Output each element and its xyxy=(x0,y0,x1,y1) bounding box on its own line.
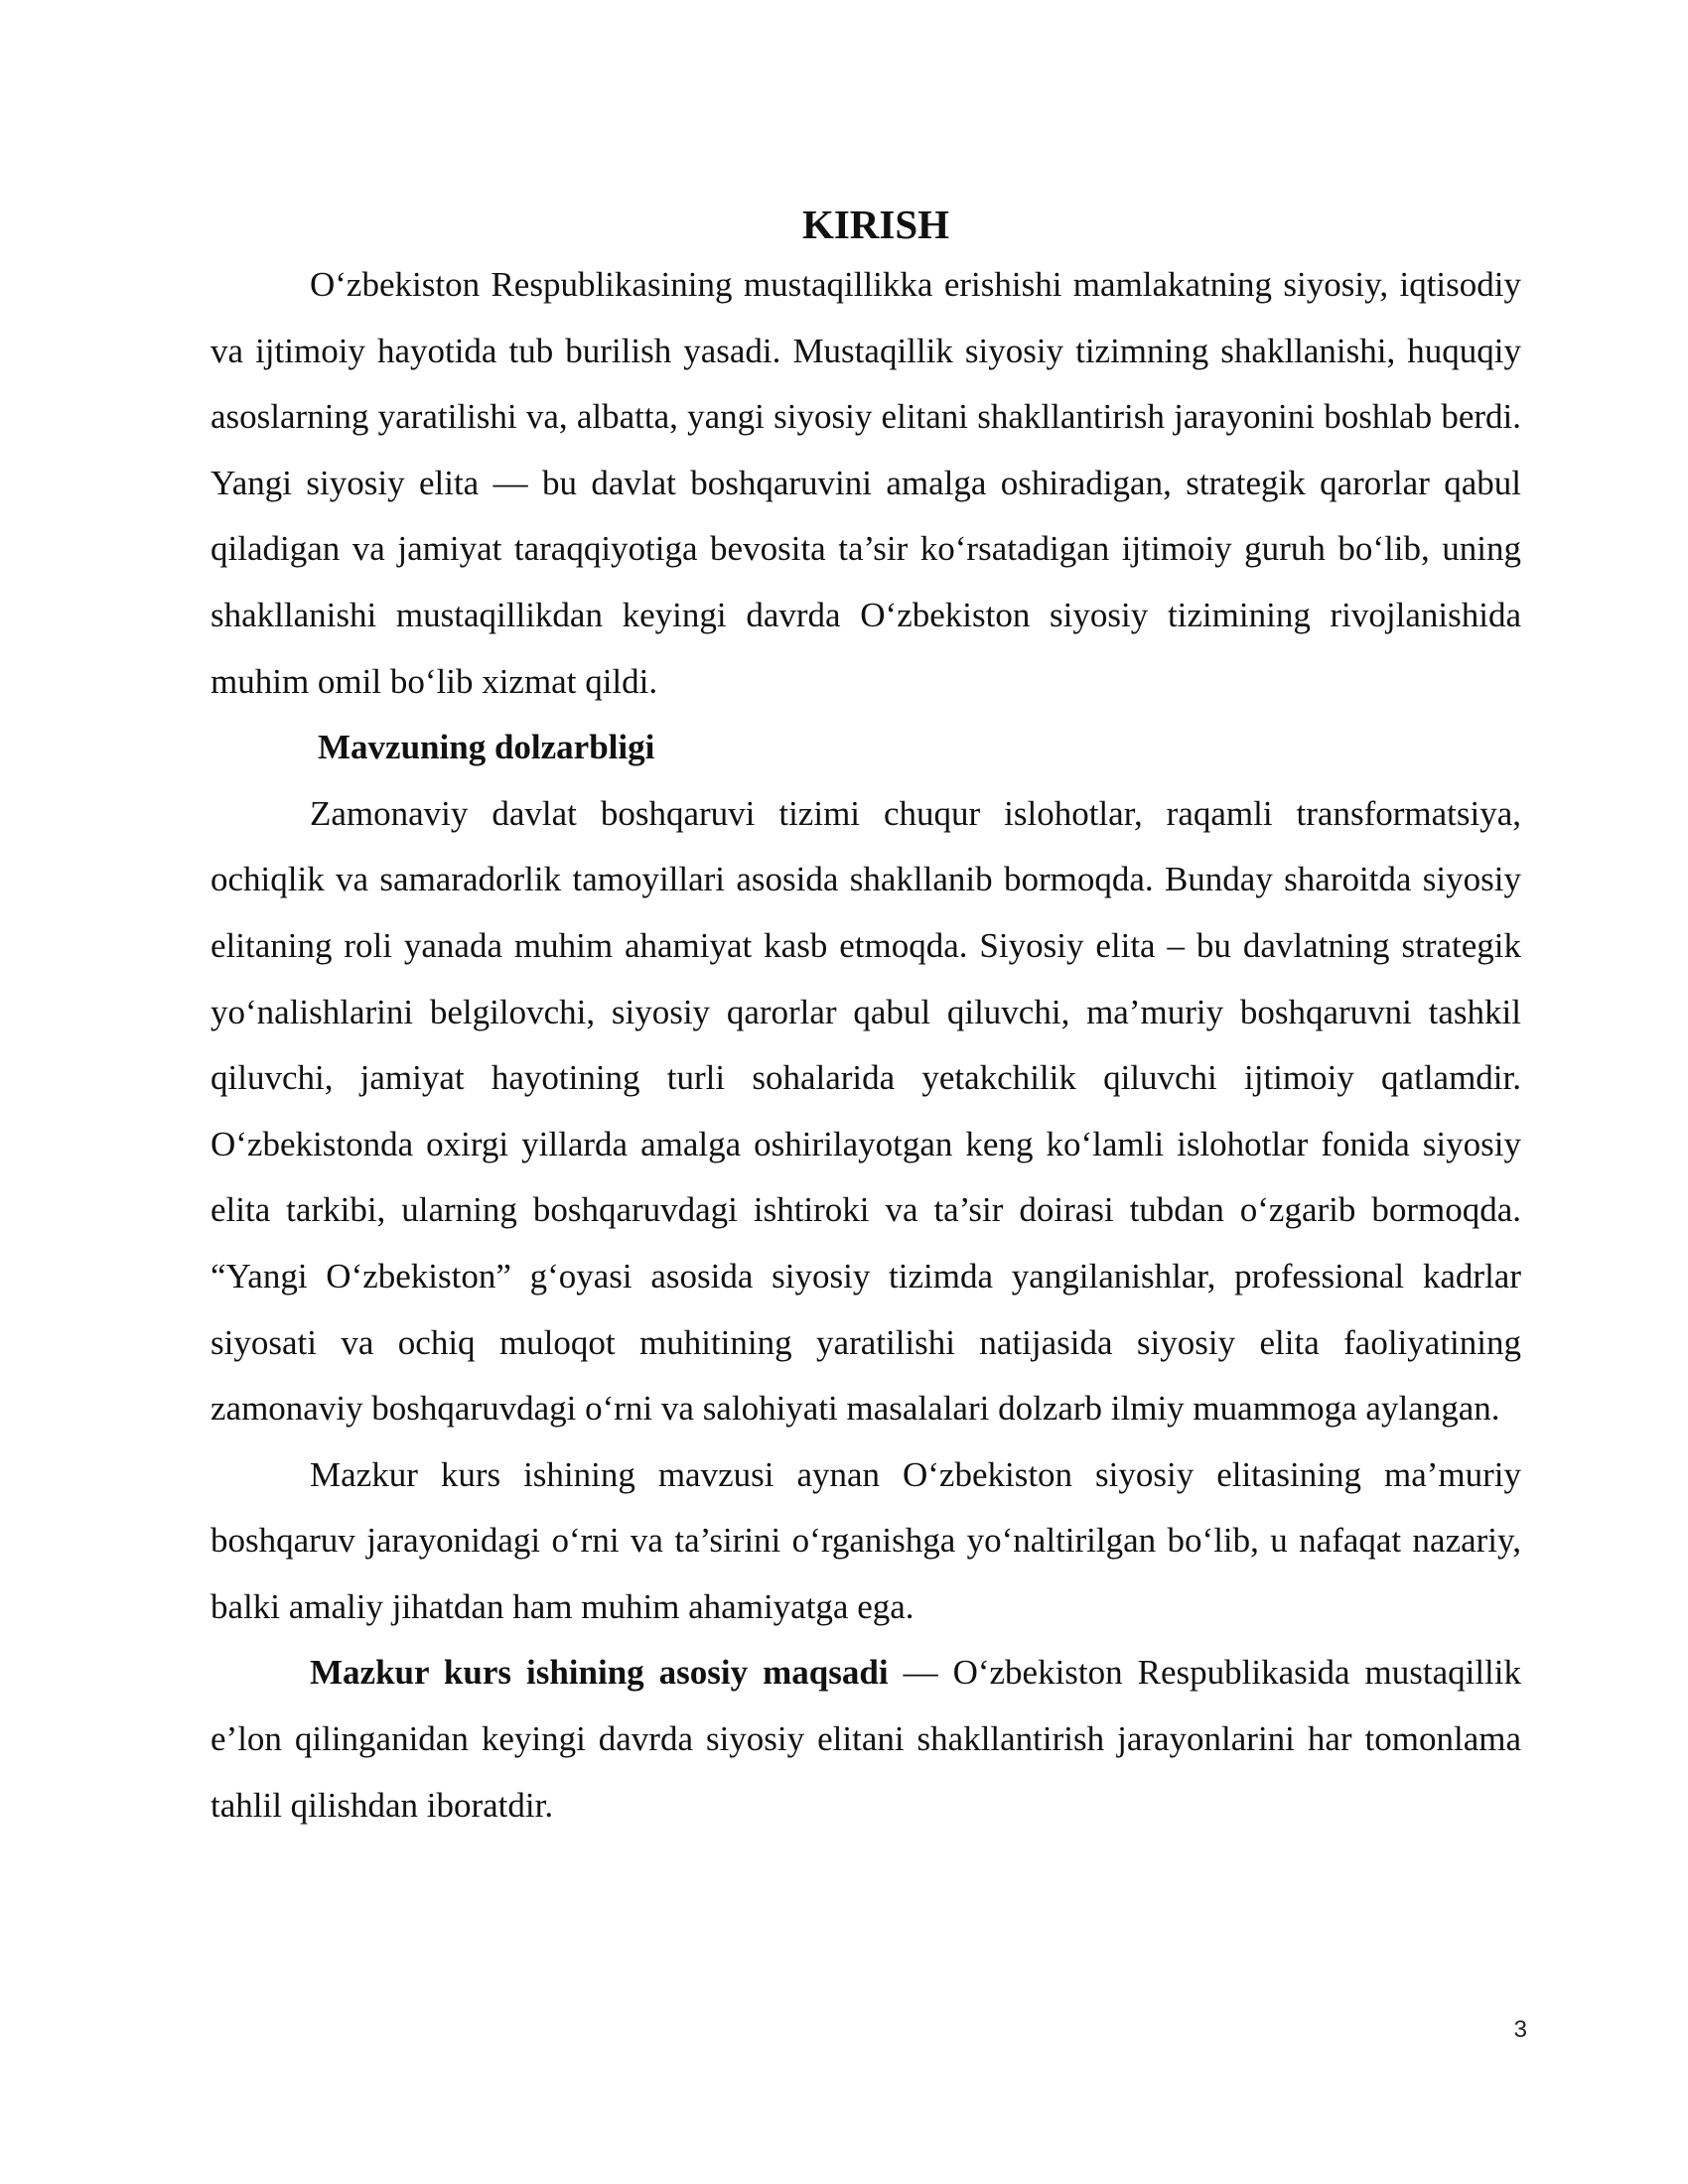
page-content xyxy=(211,197,1521,1839)
relevance-heading: Mavzuning dolzarbligi xyxy=(318,728,655,767)
intro-paragraph: O‘zbekiston Respublikasining mustaqillikka erishishi mamlakatning siyosiy, iqtisodiy va ijtimoiy hayotida tub burilish yasadi. Mustaqillik siyosiy tizimning shakllanishi, huquqiy asoslarning yaratilishi va, albatta, yangi siyosiy elitani shakllantirish jarayonini boshlab berdi. Yangi siyosiy elita — bu davlat boshqaruvini amalga oshiradigan, strategik qarorlar qabul qiladigan va jamiyat taraqqiyotiga bevosita ta’sir ko‘rsatadigan ijtimoiy guruh bo‘lib, uning shakllanishi mustaqillikdan keyingi davrda O‘zbekiston siyosiy tizimining rivojlanishida muhim omil bo‘lib xizmat qildi. xyxy=(211,265,1521,701)
page-number: 3 xyxy=(1513,2016,1527,2043)
topic-paragraph: Mazkur kurs ishining mavzusi aynan O‘zbekiston siyosiy elitasining ma’muriy boshqaruv jarayonidagi o‘rni va ta’sirini o‘rganishga yo‘naltirilgan bo‘lib, u nafaqat nazariy, balki amaliy jihatdan ham muhim ahamiyatga ega. xyxy=(211,1454,1521,1626)
page-title: KIRISH xyxy=(801,202,950,247)
relevance-paragraph: Zamonaviy davlat boshqaruvi tizimi chuqur islohotlar, raqamli transformatsiya, ochiqlik va samaradorlik tamoyillari asosida shakllanib bormoqda. Bunday sharoitda siyosiy elitaning roli yanada muhim ahamiyat kasb etmoqda. Siyosiy elita – bu davlatning strategik yo‘nalishlarini belgilovchi, siyosiy qarorlar qabul qiluvchi, ma’muriy boshqaruvni tashkil qiluvchi, jamiyat hayotining turli sohalarida yetakchilik qiluvchi ijtimoiy qatlamdir. O‘zbekistonda oxirgi yillarda amalga oshirilayotgan keng ko‘lamli islohotlar fonida siyosiy elita tarkibi, ularning boshqaruvdagi ishtiroki va ta’sir doirasi tubdan o‘zgarib bormoqda. “Yangi O‘zbekiston” g‘oyasi asosida siyosiy tizimda yangilanishlar, professional kadrlar siyosati va ochiq muloqot muhitining yaratilishi natijasida siyosiy elita faoliyatining zamonaviy boshqaruvdagi o‘rni va salohiyati masalalari dolzarb ilmiy muammoga aylangan. xyxy=(211,793,1521,1429)
goal-lead: Mazkur kurs ishining asosiy maqsadi xyxy=(310,1653,889,1693)
goal-paragraph xyxy=(211,1640,1521,1839)
goal-text: — O‘zbekiston Respublikasida mustaqillik e’lon qilinganidan keyingi davrda siyosiy elitani shakllantirish jarayonlarini har tomonlama tahlil qilishdan iboratdir. xyxy=(211,1653,1522,1825)
